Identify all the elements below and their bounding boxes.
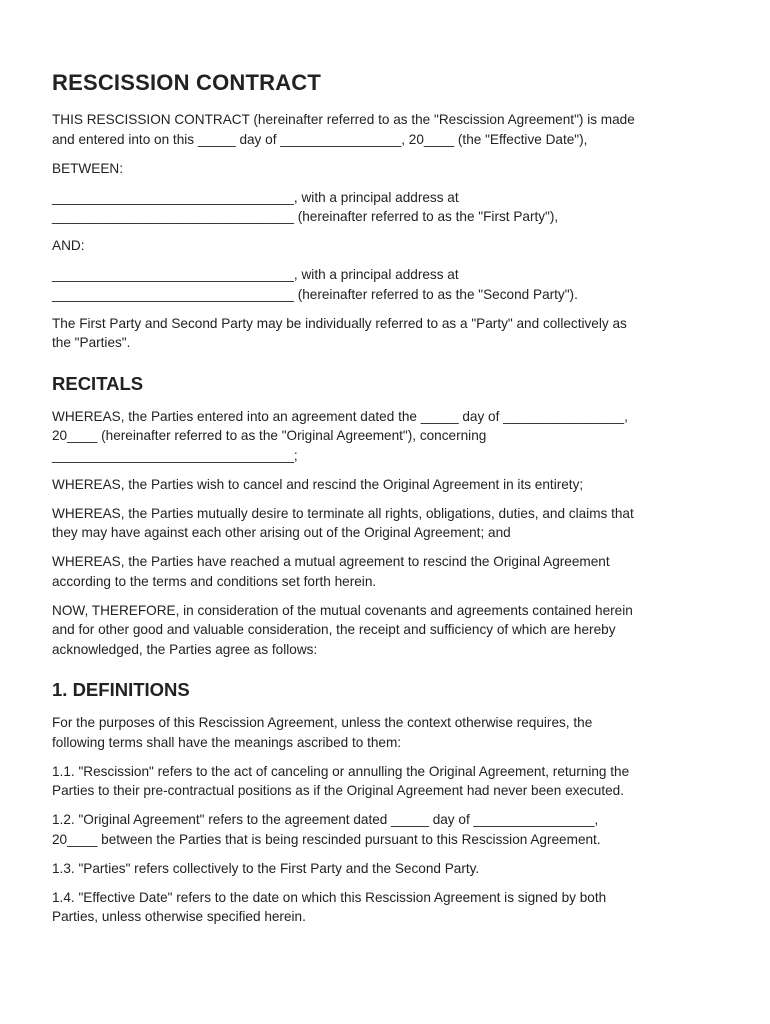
definition-item: 1.1. "Rescission" refers to the act of canceling or annulling the Original Agreement, returning the Parties to their pre-contractual positions as if the Original Agreement had never been executed. <box>52 763 630 798</box>
recital-paragraph: WHEREAS, the Parties wish to cancel and rescind the Original Agreement in its entirety; <box>52 476 584 492</box>
document-page <box>52 70 720 936</box>
first-party-block: ________________________________, with a principal address at ________________________________ (hereinafter referred to as the "First Party"), <box>52 189 559 224</box>
recital-paragraph: WHEREAS, the Parties mutually desire to terminate all rights, obligations, duties, and claims that they may have against each other arising out of the Original Agreement; and <box>52 505 634 540</box>
intro-paragraph: THIS RESCISSION CONTRACT (hereinafter referred to as the "Rescission Agreement") is made and entered into on this _____ day of ________________, 20____ (the "Effective Date"), <box>52 112 635 147</box>
now-therefore-paragraph: NOW, THEREFORE, in consideration of the mutual covenants and agreements contained herein and for other good and valuable consideration, the receipt and sufficiency of which are hereby acknowledged, the Parties agree as follows: <box>52 602 633 657</box>
recitals-heading: RECITALS <box>52 372 144 394</box>
definition-item: 1.4. "Effective Date" refers to the date on which this Rescission Agreement is signed by both Parties, unless otherwise specified herein. <box>52 889 607 924</box>
definition-item: 1.2. "Original Agreement" refers to the agreement dated _____ day of ________________, 20____ between the Parties that is being rescinded pursuant to this Rescission Agreement. <box>52 812 601 847</box>
recital-paragraph: WHEREAS, the Parties entered into an agreement dated the _____ day of ________________, 20____ (hereinafter referred to as the "Original Agreement"), concerning ________________________________; <box>52 408 628 463</box>
parties-definition-paragraph: The First Party and Second Party may be individually referred to as a "Party" and collectively as the "Parties". <box>52 315 627 350</box>
second-party-block: ________________________________, with a principal address at ________________________________ (hereinafter referred to as the "Second Party"). <box>52 267 578 302</box>
and-label: AND: <box>52 238 85 253</box>
between-label: BETWEEN: <box>52 160 123 176</box>
recital-paragraph: WHEREAS, the Parties have reached a mutual agreement to rescind the Original Agreement according to the terms and conditions set forth herein. <box>52 554 610 589</box>
definition-item: 1.3. "Parties" refers collectively to the First Party and the Second Party. <box>52 860 480 876</box>
definitions-intro: For the purposes of this Rescission Agreement, unless the context otherwise requires, the following terms shall have the meanings ascribed to them: <box>52 715 593 750</box>
document-title: RESCISSION CONTRACT <box>52 70 322 95</box>
definitions-heading: 1. DEFINITIONS <box>52 679 190 700</box>
